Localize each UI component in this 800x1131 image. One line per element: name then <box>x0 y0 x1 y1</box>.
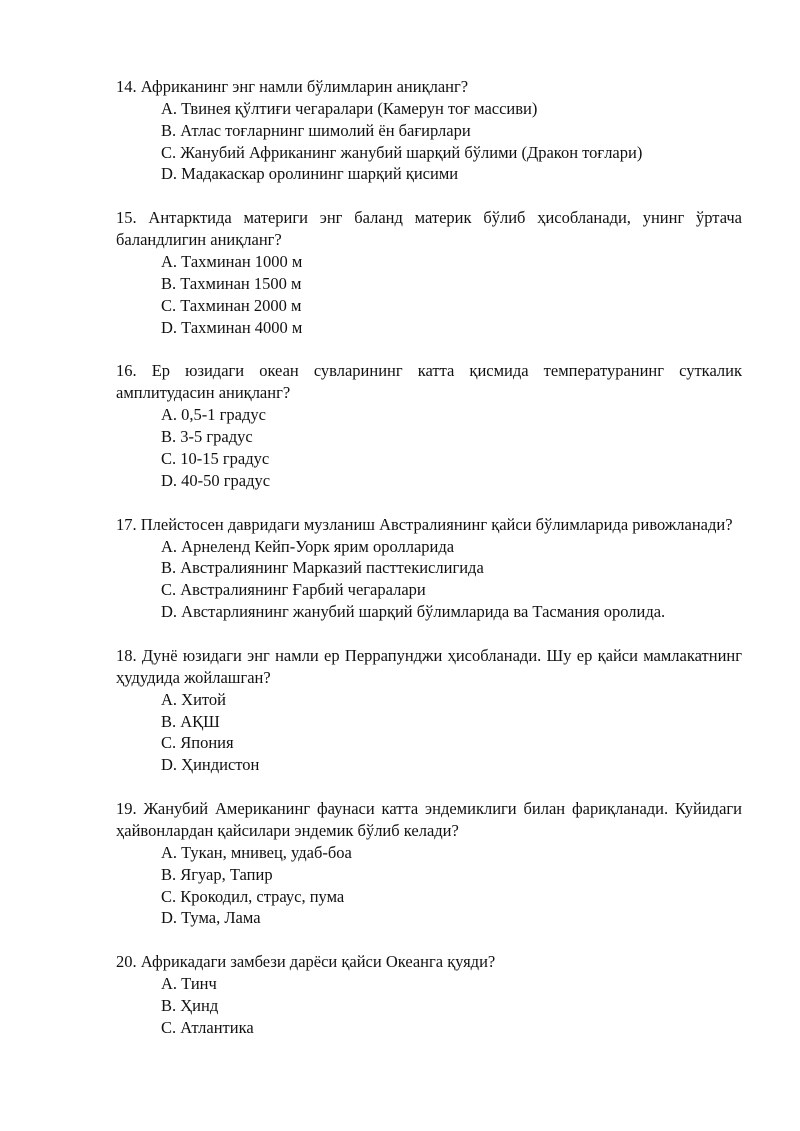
answer-option-d: D. Австарлиянинг жанубий шарқий бўлимларида ва Тасмания оролида. <box>161 601 666 621</box>
question-stem: 16. Ер юзидаги океан сувларининг катта қисмида температуранинг суткалик амплитудасин аниқланг? <box>116 361 742 403</box>
answer-option-d: D. Тахминан 4000 м <box>161 317 303 337</box>
answer-options <box>116 689 742 776</box>
answer-option-a: A. Тукан, мнивец, удаб-боа <box>161 842 352 862</box>
answer-option-a: A. Арнеленд Кейп-Уорк ярим оролларида <box>161 536 455 556</box>
answer-option-a: A. Тахминан 1000 м <box>161 252 303 272</box>
question-stem: 20. Африкадаги замбези дарёси қайси Океанга қуяди? <box>116 952 496 972</box>
answer-option-c: C. Тахминан 2000 м <box>161 295 302 315</box>
question-stem: 14. Африканинг энг намли бўлимларин аниқланг? <box>116 77 469 96</box>
question-18 <box>116 645 742 776</box>
answer-option-a: A. 0,5-1 градус <box>161 405 266 425</box>
answer-options <box>116 842 742 929</box>
answer-option-d: D. Мадакаскар оролининг шарқий қисими <box>161 164 459 184</box>
answer-option-c: C. Жанубий Африканинг жанубий шарқий бўлими (Дракон тоғлари) <box>161 142 643 162</box>
answer-option-c: C. 10-15 градус <box>161 448 270 468</box>
answer-options <box>116 98 742 185</box>
question-19 <box>116 798 742 929</box>
answer-option-a: A. Твинея қўлтиғи чегаралари (Камерун тоғ массиви) <box>161 99 538 118</box>
answer-option-b: B. Тахминан 1500 м <box>161 273 302 293</box>
answer-options <box>116 404 742 491</box>
answer-option-b: B. Ҳинд <box>161 995 219 1015</box>
answer-option-c: C. Австралиянинг Ғарбий чегаралари <box>161 580 426 600</box>
answer-option-d: D. 40-50 градус <box>161 470 271 490</box>
answer-option-b: B. Ягуар, Тапир <box>161 864 273 884</box>
question-stem: 17. Плейстосен давридаги музланиш Австралиянинг қайси бўлимларида ривожланади? <box>116 514 733 534</box>
answer-option-b: B. 3-5 градус <box>161 427 253 447</box>
answer-option-c: C. Япония <box>161 733 234 753</box>
question-16 <box>116 360 742 491</box>
answer-option-a: A. Тинч <box>161 974 217 994</box>
question-17 <box>116 514 742 623</box>
answer-option-b: B. Австралиянинг Марказий пасттекислигида <box>161 558 484 578</box>
question-20 <box>116 951 742 1038</box>
answer-options <box>116 973 742 1038</box>
answer-option-b: B. Атлас тоғларнинг шимолий ён бағирлари <box>161 120 471 140</box>
answer-option-c: C. Крокодил, страус, пума <box>161 886 345 906</box>
question-15 <box>116 207 742 338</box>
question-stem: 15. Антарктида материги энг баланд материк бўлиб ҳисобланади, унинг ўртача баландлигин аниқланг? <box>116 208 742 250</box>
answer-option-d: D. Ҳиндистон <box>161 755 260 775</box>
answer-option-a: A. Хитой <box>161 689 226 709</box>
document-page <box>116 76 742 1061</box>
question-stem: 18. Дунё юзидаги энг намли ер Перрапунджи ҳисобланади. Шу ер қайси мамлакатнинг ҳудудида жойлашган? <box>116 645 742 687</box>
answer-option-b: B. АҚШ <box>161 711 220 731</box>
answer-option-c: C. Атлантика <box>161 1017 254 1037</box>
answer-options <box>116 251 742 338</box>
answer-options <box>116 536 742 623</box>
answer-option-d: D. Тума, Лама <box>161 908 261 928</box>
question-stem: 19. Жанубий Американинг фаунаси катта эндемиклиги билан фариқланади. Куйидаги ҳайвонлардан қайсилари эндемик бўлиб келади? <box>116 798 742 840</box>
question-14 <box>116 76 742 185</box>
